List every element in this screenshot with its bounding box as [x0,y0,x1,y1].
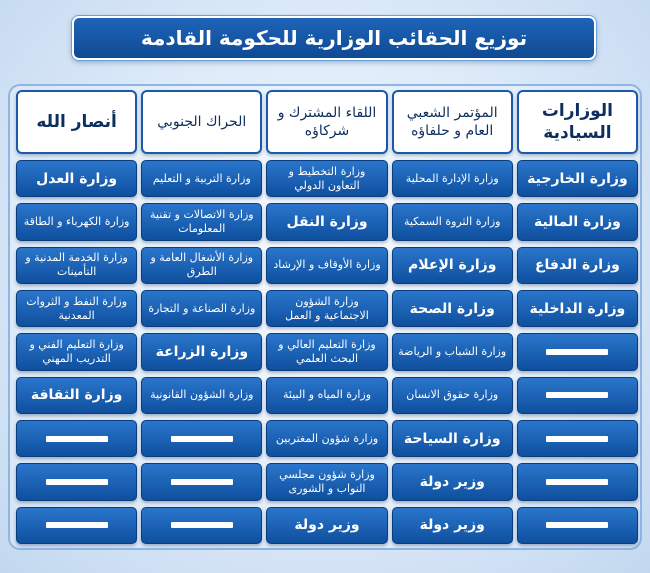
cell-gpc-row-5: وزارة الشباب و الرياضة [392,333,513,370]
empty-dash [46,479,108,485]
cell-jmp-row-5: وزارة التعليم العالي و البحث العلمي [266,333,387,370]
cell-gpc-row-6: وزارة حقوق الانسان [392,377,513,414]
header-sovereign-ministries: الوزارات السيادية [517,90,638,154]
empty-dash [171,522,233,528]
cell-sovereign-row-7 [517,420,638,457]
cell-southern-row-9 [141,507,262,544]
cell-jmp-row-9: وزير دولة [266,507,387,544]
cell-ansar-row-3: وزارة الخدمة المدنية و التأمينات [16,247,137,284]
cell-ansar-row-1: وزارة العدل [16,160,137,197]
cell-southern-row-8 [141,463,262,500]
cell-ansar-row-4: وزارة النفط و الثروات المعدنية [16,290,137,327]
cell-ansar-row-9 [16,507,137,544]
empty-dash [46,436,108,442]
cell-sovereign-row-3: وزارة الدفاع [517,247,638,284]
cell-jmp-row-7: وزارة شؤون المغتربين [266,420,387,457]
header-jmp-partners: اللقاء المشترك و شركاؤه [266,90,387,154]
header-southern-movement: الحراك الجنوبي [141,90,262,154]
cell-jmp-row-6: وزارة المياه و البيئة [266,377,387,414]
cell-ansar-row-8 [16,463,137,500]
empty-dash [171,479,233,485]
cell-sovereign-row-1: وزارة الخارجية [517,160,638,197]
cell-southern-row-6: وزارة الشؤون القانونية [141,377,262,414]
cell-sovereign-row-8 [517,463,638,500]
cell-gpc-row-8: وزير دولة [392,463,513,500]
cell-jmp-row-1: وزارة التخطيط و التعاون الدولي [266,160,387,197]
header-gpc-allies: المؤتمر الشعبي العام و حلفاؤه [392,90,513,154]
cell-sovereign-row-2: وزارة المالية [517,203,638,240]
cell-southern-row-7 [141,420,262,457]
cell-sovereign-row-6 [517,377,638,414]
empty-dash [546,436,608,442]
empty-dash [546,349,608,355]
cell-jmp-row-3: وزارة الأوقاف و الإرشاد [266,247,387,284]
cell-southern-row-1: وزارة التربية و التعليم [141,160,262,197]
cell-southern-row-2: وزارة الاتصالات و تقنية المعلومات [141,203,262,240]
page-title: توزيع الحقائب الوزارية للحكومة القادمة [72,16,596,60]
cell-ansar-row-7 [16,420,137,457]
cell-sovereign-row-5 [517,333,638,370]
empty-dash [546,522,608,528]
cell-gpc-row-2: وزارة الثروة السمكية [392,203,513,240]
cell-gpc-row-7: وزارة السياحة [392,420,513,457]
ministries-table [16,90,638,544]
cell-jmp-row-4: وزارة الشؤون الاجتماعية و العمل [266,290,387,327]
empty-dash [46,522,108,528]
cell-ansar-row-5: وزارة التعليم الفني و التدريب المهني [16,333,137,370]
empty-dash [546,392,608,398]
cell-gpc-row-1: وزارة الإدارة المحلية [392,160,513,197]
empty-dash [171,436,233,442]
cell-jmp-row-8: وزارة شؤون مجلسي النواب و الشورى [266,463,387,500]
cell-southern-row-3: وزارة الأشغال العامة و الطرق [141,247,262,284]
cell-sovereign-row-4: وزارة الداخلية [517,290,638,327]
cell-gpc-row-9: وزير دولة [392,507,513,544]
cell-sovereign-row-9 [517,507,638,544]
cell-ansar-row-2: وزارة الكهرباء و الطاقة [16,203,137,240]
header-ansar-allah: أنصار الله [16,90,137,154]
empty-dash [546,479,608,485]
cell-gpc-row-4: وزارة الصحة [392,290,513,327]
cell-gpc-row-3: وزارة الإعلام [392,247,513,284]
cell-southern-row-4: وزارة الصناعة و التجارة [141,290,262,327]
cell-ansar-row-6: وزارة الثقافة [16,377,137,414]
cell-jmp-row-2: وزارة النقل [266,203,387,240]
cell-southern-row-5: وزارة الزراعة [141,333,262,370]
